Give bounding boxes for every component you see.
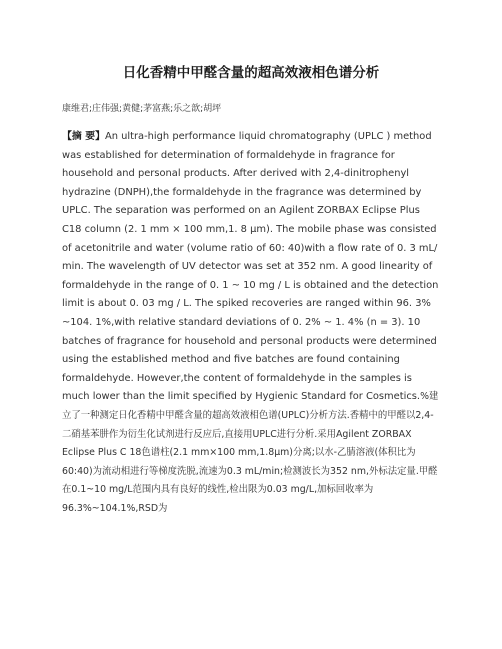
abstract-paragraph	[62, 128, 440, 518]
abstract-english: An ultra-high performance liquid chromatography (UPLC ) method was established for determination of formaldehyde in fragrance for household and personal products. After derived with 2,4-dinitrophenyl hydrazine (DNPH),the formaldehyde in the fragrance was determined by UPLC. The separation was performed on an Agilent ZORBAX Eclipse Plus C18 column (2. 1 mm × 100 mm,1. 8 μm). The mobile phase was consisted of acetonitrile and water (volume ratio of 60: 40)with a flow rate of 0. 3 mL/ min. The wavelength of UV detector was set at 352 nm. A good linearity of formaldehyde in the range of 0. 1 ~ 10 mg / L is obtained and the detection limit is about 0. 03 mg / L. The spiked recoveries are ranged within 96. 3% ~104. 1%,with relative standard deviations of 0. 2% ~ 1. 4% (n = 3). 10 batches of fragrance for household and personal products were determined using the established method and five batches are found containing formaldehyde. However,the content of formaldehyde in the samples is much lower than the limit specified by Hygienic Standard for Cosmetics.	[62, 131, 439, 403]
document-title: 日化香精中甲醛含量的超高效液相色谱分析	[122, 65, 380, 81]
abstract-chinese: %建立了一种测定日化香精中甲醛含量的超高效液相色谱(UPLC)分析方法.香精中的甲醛以2,4-二硝基苯肼作为衍生化试剂进行反应后,直接用UPLC进行分析.采用Agilent ZORBAX Eclipse Plus C 18色谱柱(2.1 mm×100 mm,1.8μm)分离;以水-乙腈溶液(体积比为60:40)为流动相进行等梯度洗脱,流速为0.3 mL/min;检测波长为352 nm,外标法定量.甲醛在0.1~10 mg/L范围内具有良好的线性,检出限为0.03 mg/L,加标回收率为96.3%~104.1%,RSD为	[62, 391, 439, 514]
abstract-label: 【摘 要】	[62, 131, 105, 142]
author-list: 康维君;庄伟强;黄健;茅富燕;乐之歆;胡坪	[62, 104, 222, 114]
